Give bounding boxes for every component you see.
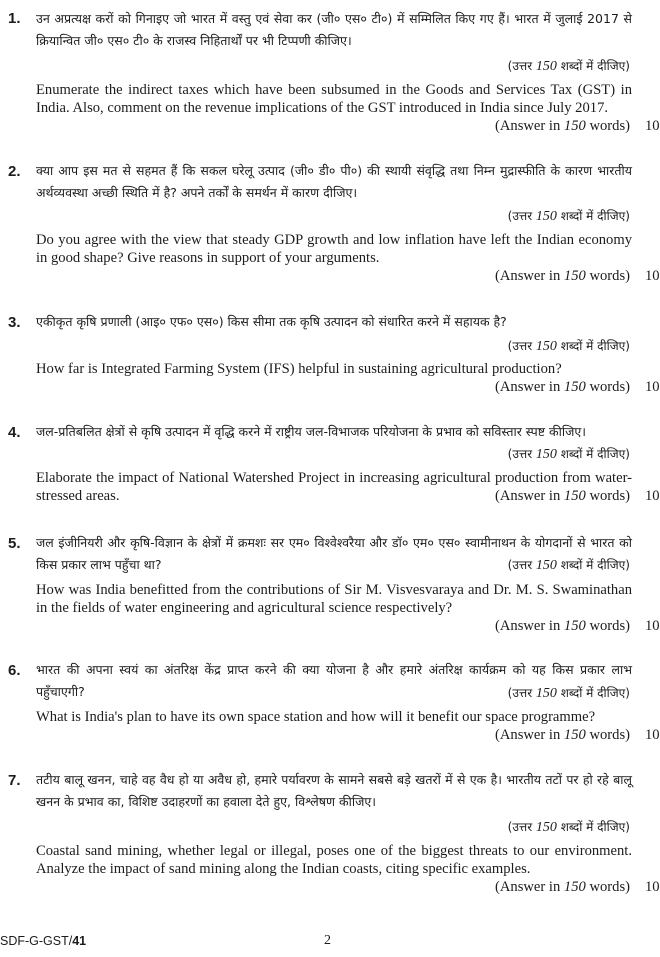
word-limit-hindi: (उत्तर 150 शब्दों में दीजिए) (507, 59, 630, 74)
page-number: 2 (324, 933, 331, 948)
marks: 10 (645, 379, 660, 395)
word-limit-english: (Answer in 150 words) (495, 618, 630, 634)
question-text-hindi: क्या आप इस मत से सहमत हैं कि सकल घरेलू उत्पाद (जी० डी० पी०) की स्थायी संवृद्धि तथा निम्न मुद्रास्फीति के कारण भारतीय अर्थव्यवस्था अच्छी स्थिति में है? अपने तर्कों के समर्थन में कारण दीजिए। (36, 163, 632, 200)
question-text-hindi: जल-प्रतिबलित क्षेत्रों से कृषि उत्पादन में वृद्धि करने में राष्ट्रीय जल-विभाजक परियोजना के प्रभाव को सविस्तार स्पष्ट कीजिए। (36, 424, 587, 439)
question-number: 6. (8, 662, 21, 679)
word-limit-english: (Answer in 150 words) (495, 879, 630, 895)
question-text-english: Coastal sand mining, whether legal or illegal, poses one of the biggest threats to our environment. Analyze the impact of sand mining along the Indian coasts, citing specific examples. (36, 843, 632, 877)
word-limit-hindi: (उत्तर 150 शब्दों में दीजिए) (507, 686, 630, 701)
marks: 10 (645, 488, 660, 504)
marks: 10 (645, 118, 660, 134)
word-limit-english: (Answer in 150 words) (495, 727, 630, 743)
marks: 10 (645, 879, 660, 895)
question-text-english: How was India benefitted from the contributions of Sir M. Visvesvaraya and Dr. M. S. Swaminathan in the fields of water engineering and agricultural science respectively? (36, 582, 632, 616)
word-limit-english: (Answer in 150 words) (495, 268, 630, 284)
question-text-hindi: उन अप्रत्यक्ष करों को गिनाइए जो भारत में वस्तु एवं सेवा कर (जी० एस० टी०) में सम्मिलित किए गए हैं। भारत में जुलाई 2017 से क्रियान्वित जी० एस० टी० के राजस्व निहितार्थों पर भी टिप्पणी कीजिए। (36, 11, 632, 48)
word-limit-hindi: (उत्तर 150 शब्दों में दीजिए) (507, 339, 630, 354)
question-text-english: What is India's plan to have its own space station and how will it benefit our space programme? (36, 709, 596, 725)
marks: 10 (645, 618, 660, 634)
question-number: 3. (8, 314, 21, 331)
word-limit-english: (Answer in 150 words) (495, 118, 630, 134)
paper-code: SDF-G-GST/41 (0, 934, 87, 948)
question-text-hindi: भारत की अपना स्वयं का अंतरिक्ष केंद्र प्राप्त करने की क्या योजना है और हमारे अंतरिक्ष कार्यक्रम को यह किस प्रकार लाभ पहुँचाएगी? (36, 662, 632, 699)
marks: 10 (645, 727, 660, 743)
question-number: 5. (8, 535, 21, 552)
question-text-hindi: एकीकृत कृषि प्रणाली (आइ० एफ० एस०) किस सीमा तक कृषि उत्पादन को संधारित करने में सहायक है? (36, 314, 507, 329)
question-text-english: Enumerate the indirect taxes which have been subsumed in the Goods and Services Tax (GST) in India. Also, comment on the revenue implications of the GST introduced in India since July 2017. (36, 82, 632, 116)
question-text-english: Do you agree with the view that steady GDP growth and low inflation have left the Indian economy in good shape? Give reasons in support of your arguments. (36, 232, 632, 266)
marks: 10 (645, 268, 660, 284)
question-text-hindi: जल इंजीनियरी और कृषि-विज्ञान के क्षेत्रों में क्रमशः सर एम० विश्वेश्वरैया और डॉ० एम० एस० स्वामीनाथन के योगदानों से भारत को किस प्रकार लाभ पहुँचा था? (36, 535, 632, 572)
word-limit-hindi: (उत्तर 150 शब्दों में दीजिए) (507, 820, 630, 835)
word-limit-english: (Answer in 150 words) (495, 488, 630, 504)
question-number: 2. (8, 163, 21, 180)
question-number: 4. (8, 424, 21, 441)
word-limit-hindi: (उत्तर 150 शब्दों में दीजिए) (507, 209, 630, 224)
question-text-hindi: तटीय बालू खनन, चाहे वह वैध हो या अवैध हो, हमारे पर्यावरण के सामने सबसे बड़े खतरों में से एक है। भारतीय तटों पर हो रहे बालू खनन के प्रभाव का, विशिष्ट उदाहरणों का हवाला देते हुए, विश्लेषण कीजिए। (36, 772, 632, 809)
question-number: 1. (8, 10, 21, 27)
word-limit-english: (Answer in 150 words) (495, 379, 630, 395)
question-number: 7. (8, 772, 21, 789)
question-text-english: How far is Integrated Farming System (IFS) helpful in sustaining agricultural production? (36, 361, 562, 377)
question-text-english: Elaborate the impact of National Watershed Project in increasing agricultural production from water-stressed areas. (36, 470, 632, 504)
word-limit-hindi: (उत्तर 150 शब्दों में दीजिए) (507, 558, 630, 573)
word-limit-hindi: (उत्तर 150 शब्दों में दीजिए) (507, 447, 630, 462)
